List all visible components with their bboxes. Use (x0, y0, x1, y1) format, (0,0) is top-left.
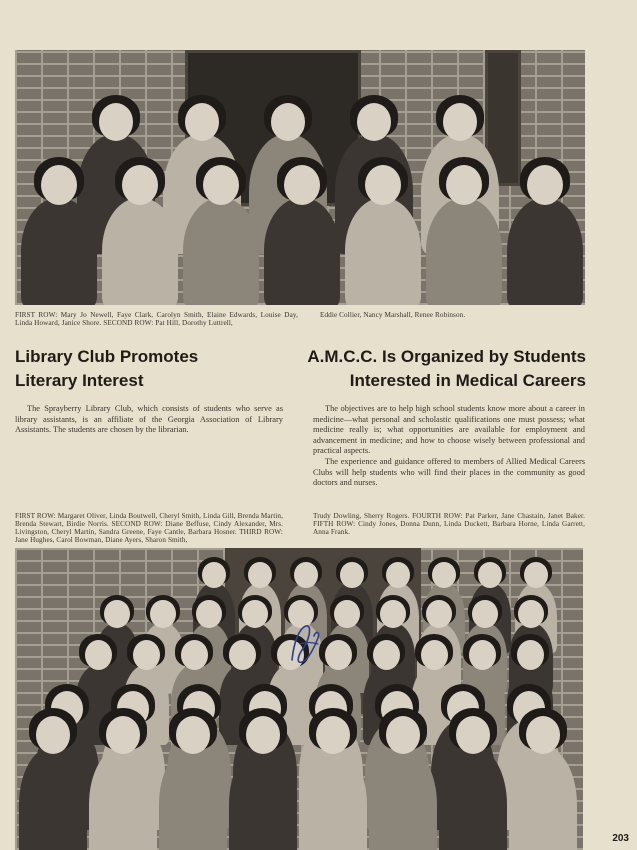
top-photo-caption-right: Eddie Collier, Nancy Marshall, Renee Robinson. (320, 311, 466, 319)
student-face (202, 562, 225, 588)
student-face (133, 640, 160, 670)
student-face (248, 562, 271, 588)
student-face (443, 103, 477, 141)
student-face (150, 600, 175, 628)
student-face (469, 640, 496, 670)
student-face (106, 716, 140, 754)
handwritten-signature (288, 620, 324, 668)
student-face (357, 103, 391, 141)
library-heading-line1: Library Club Promotes (15, 347, 199, 366)
student-face (421, 640, 448, 670)
student-face (122, 165, 158, 205)
student-face (99, 103, 133, 141)
student-face (41, 165, 77, 205)
student-face (229, 640, 256, 670)
student-figure (19, 747, 87, 850)
student-face (85, 640, 112, 670)
student-face (456, 716, 490, 754)
amcc-paragraph-1: The objectives are to help high school students know more about a career in medicine—what personal and scholastic qualifications one must possess; what medicine really is; what opportunities are available for employment and advancement in medicine; and how to choose wisely between professional and practical aspects. (313, 404, 585, 456)
student-face (518, 600, 543, 628)
student-figure (264, 198, 340, 305)
student-figure (439, 747, 507, 850)
student-face (104, 600, 129, 628)
student-face (185, 103, 219, 141)
bottom-photo-caption-left: FIRST ROW: Margaret Oliver, Linda Boutwell, Cheryl Smith, Linda Gill, Brenda Martin, Brenda Stewart, Birdie Norris. SECOND ROW: Diane Beffuse, Cindy Alexander, Mrs. Livingston, Cheryl Martin, Sandra Greene, Faye Cantle, Barbara Hosner. THIRD ROW: Jane Hughes, Carol Bowman, Diane Ayers, Sharon Smith, (15, 512, 283, 544)
amcc-paragraph-2: The experience and guidance offered to members of Allied Medical Careers Clubs will help students who will find their places in the community as good doctors and nurses. (313, 456, 585, 488)
library-club-heading (15, 345, 305, 393)
student-face (527, 165, 563, 205)
student-figure (426, 198, 502, 305)
student-face (294, 562, 317, 588)
library-heading-line2: Literary Interest (15, 371, 144, 390)
student-face (334, 600, 359, 628)
student-face (426, 600, 451, 628)
student-face (432, 562, 455, 588)
amcc-group-photo (15, 548, 583, 850)
student-face (340, 562, 363, 588)
student-face (36, 716, 70, 754)
library-club-group-photo (15, 50, 585, 305)
student-face (472, 600, 497, 628)
student-face (284, 165, 320, 205)
student-figure (183, 198, 259, 305)
student-face (196, 600, 221, 628)
student-figure (507, 198, 583, 305)
student-figure (102, 198, 178, 305)
student-figure (21, 198, 97, 305)
student-face (478, 562, 501, 588)
student-face (386, 562, 409, 588)
student-figure (89, 747, 157, 850)
student-face (325, 640, 352, 670)
student-face (524, 562, 547, 588)
student-face (446, 165, 482, 205)
student-face (246, 716, 280, 754)
bottom-photo-caption-right: Trudy Dowling, Sherry Rogers. FOURTH ROW: Pat Parker, Jane Chastain, Janet Baker. FIFTH ROW: Cindy Jones, Donna Dunn, Linda Duckett, Barbara Horne, Linda Garrett, Anna Frank. (313, 512, 585, 536)
student-figure (229, 747, 297, 850)
top-photo-caption-left: FIRST ROW: Mary Jo Newell, Faye Clark, Carolyn Smith, Elaine Edwards, Louise Day, Linda Howard, Janice Shore. SECOND ROW: Pat Hill, Dorothy Luttrell, (15, 311, 298, 327)
amcc-heading (300, 345, 586, 393)
student-figure (299, 747, 367, 850)
library-paragraph: The Sprayberry Library Club, which consists of students who serve as library assistants, is an affiliate of the Georgia Association of Library Assistants. The students are chosen by the librarian. (15, 404, 283, 435)
student-face (203, 165, 239, 205)
student-face (365, 165, 401, 205)
student-face (242, 600, 267, 628)
student-face (176, 716, 210, 754)
student-face (380, 600, 405, 628)
student-face (181, 640, 208, 670)
student-face (526, 716, 560, 754)
student-face (316, 716, 350, 754)
library-club-body (15, 404, 283, 436)
student-face (373, 640, 400, 670)
student-figure (159, 747, 227, 850)
student-figure (509, 747, 577, 850)
amcc-heading-line2: Interested in Medical Careers (349, 371, 586, 390)
student-face (517, 640, 544, 670)
student-face (271, 103, 305, 141)
student-figure (345, 198, 421, 305)
student-face (386, 716, 420, 754)
amcc-body (313, 404, 585, 489)
amcc-heading-line1: A.M.C.C. Is Organized by Students (307, 347, 586, 366)
page-number: 203 (612, 833, 629, 844)
student-figure (369, 747, 437, 850)
